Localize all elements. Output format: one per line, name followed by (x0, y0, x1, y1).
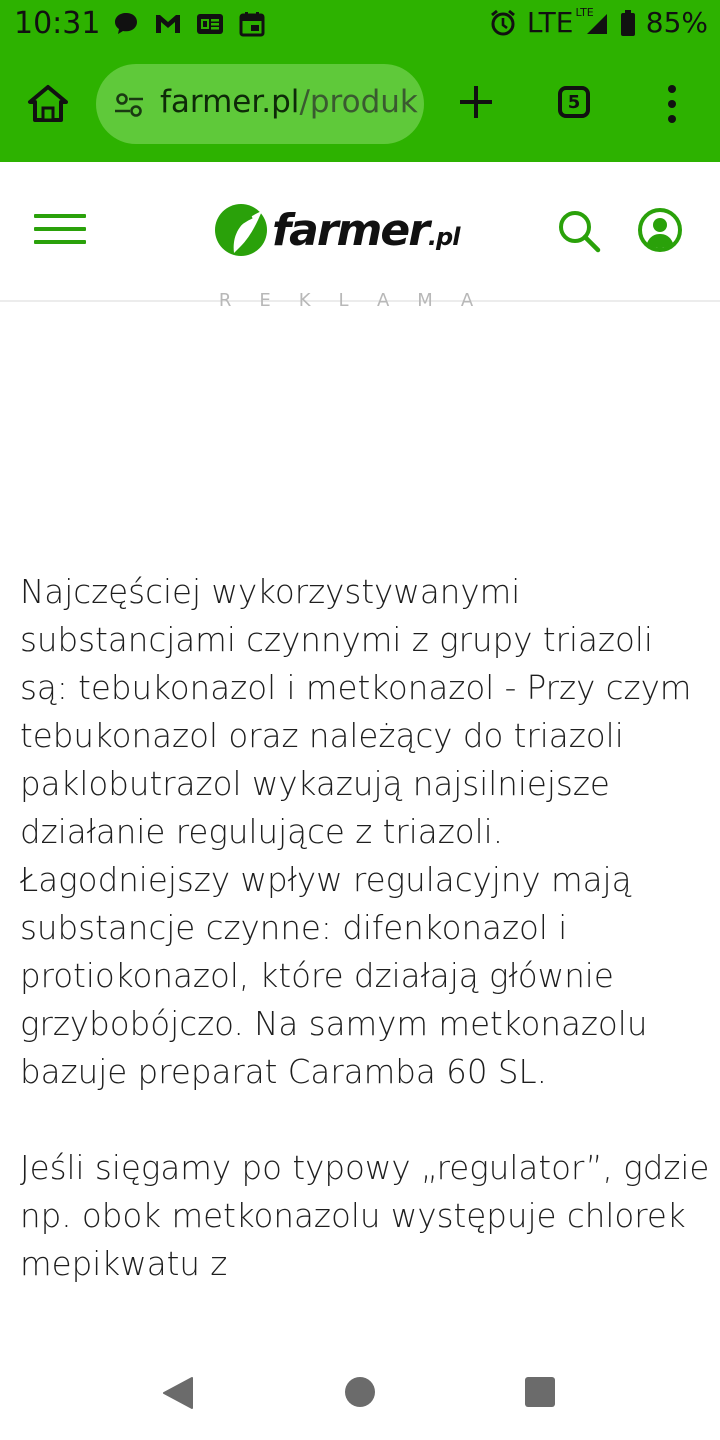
recent-apps-button[interactable] (525, 1377, 555, 1407)
ge-icon (196, 10, 224, 38)
network-sup: LTE (575, 5, 594, 19)
battery-level: 85% (645, 6, 708, 39)
account-button[interactable] (638, 208, 682, 252)
ad-label: REKLAMA (218, 290, 502, 311)
leaf-logo-icon (214, 203, 268, 257)
url-path: /produk (299, 84, 418, 120)
search-icon (556, 208, 602, 254)
article-paragraph: Najczęściej wykorzystywanymi substancjami czynnymi z grupy triazoli są: tebukonazol i metkonazol - Przy czym tebukonazol oraz należący do triazoli paklobutrazol wykazują najsilniejsze działanie regulujące z triazoli. Łagodniejszy wpływ regulacyjny mają substancje czynne: difenkonazol i protiokonazol, które działają głównie grzybobójczo. Na samym metkonazolu bazuje preparat Caramba 60 SL. (20, 573, 692, 1091)
gmail-icon (154, 10, 182, 38)
site-logo[interactable] (214, 202, 459, 258)
status-bar (0, 0, 720, 50)
url-domain: farmer.pl (160, 84, 300, 120)
article-body (20, 568, 710, 1336)
battery-icon (620, 9, 636, 37)
more-vert-icon (660, 84, 684, 124)
search-button[interactable] (556, 208, 602, 254)
home-nav-button[interactable] (345, 1377, 375, 1407)
logo-text (272, 205, 459, 256)
chat-bubble-icon (112, 10, 140, 38)
home-icon (26, 82, 70, 126)
status-time: 10:31 (14, 6, 101, 41)
back-button[interactable] (162, 1376, 194, 1410)
calendar-icon (238, 10, 266, 38)
logo-main: farmer (272, 204, 428, 256)
alarm-icon (489, 9, 517, 37)
tab-switcher-button[interactable]: 5 (558, 86, 590, 118)
hamburger-menu-button[interactable] (34, 214, 86, 244)
logo-tld: .pl (427, 222, 460, 251)
user-icon (638, 208, 682, 252)
site-settings-icon[interactable] (114, 90, 144, 120)
plus-icon (456, 82, 496, 122)
network-label: LTE $^{LTE}$ (526, 5, 594, 39)
browser-toolbar (0, 50, 720, 162)
system-nav-bar (0, 1344, 720, 1440)
article-paragraph: Jeśli sięgamy po typowy „regulator”, gdzie np. obok metkonazolu występuje chlorek mepikwatu z (20, 1149, 710, 1283)
url-text (160, 84, 418, 120)
site-header (0, 162, 720, 302)
url-bar[interactable] (96, 64, 424, 144)
home-button[interactable] (26, 82, 70, 126)
back-triangle-icon (162, 1376, 194, 1410)
browser-menu-button[interactable] (660, 84, 684, 124)
new-tab-button[interactable] (456, 82, 496, 122)
